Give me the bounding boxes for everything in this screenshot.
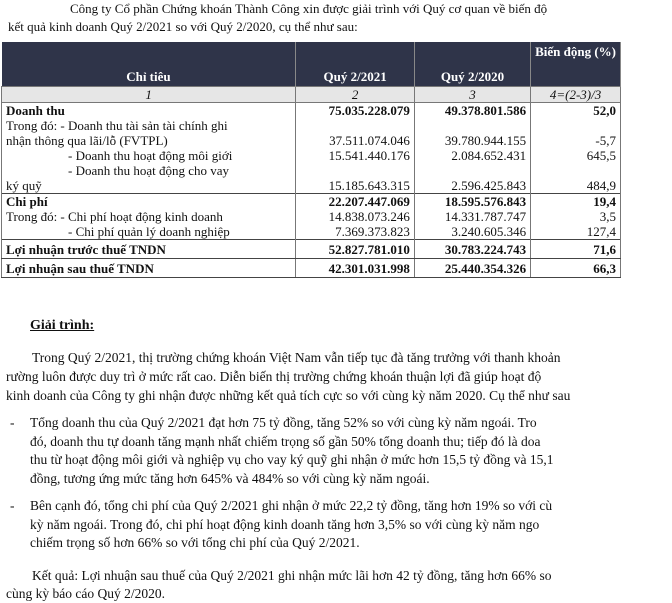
value-q2-2021: 15.185.643.315	[296, 178, 415, 194]
value-change: 484,9	[531, 178, 621, 194]
table-row	[2, 178, 621, 194]
value-q2-2020: 18.595.576.843	[414, 194, 530, 210]
bullet-line: thu từ hoạt động môi giới và nghiệp vụ cho vay ký quỹ ghi nhận ở mức hơn 15,5 tỷ đồng và 15,1	[30, 452, 554, 467]
row-label: Lợi nhuận sau thuế TNDN	[2, 259, 296, 278]
row-label: Doanh thu	[2, 103, 296, 119]
value-q2-2020: 25.440.354.326	[414, 259, 530, 278]
row-label: nhận thông qua lãi/lỗ (FVTPL)	[2, 133, 296, 148]
value-change: 645,5	[531, 148, 621, 163]
value-change: 3,5	[531, 209, 621, 224]
bullet-line: chiếm trọng số hơn 66% so với tổng chi phí của Quý 2/2021.	[30, 535, 360, 550]
bullet-line: đồng, tương ứng mức tăng hơn 645% và 484% so với cùng kỳ năm ngoái.	[30, 470, 430, 486]
row-label: - Doanh thu hoạt động môi giới	[2, 148, 296, 163]
table-row	[2, 209, 621, 224]
table-header-row	[2, 42, 621, 87]
value-q2-2020: 2.084.652.431	[414, 148, 530, 163]
header-change: Biến động (%)	[531, 42, 621, 87]
bullet-expenses	[10, 497, 640, 553]
value-q2-2020: 39.780.944.155	[414, 133, 530, 148]
table-row	[2, 148, 621, 163]
table-row-expenses	[2, 194, 621, 210]
value-change: 71,6	[531, 240, 621, 259]
bullet-dash-icon: -	[10, 415, 15, 430]
table-row	[2, 118, 621, 133]
value-q2-2021	[296, 163, 415, 178]
table-row-profit-before-tax	[2, 240, 621, 259]
value-q2-2021: 52.827.781.010	[296, 240, 415, 259]
explanation-title: Giải trình:	[30, 318, 95, 333]
value-change: 127,4	[531, 224, 621, 240]
value-change: -5,7	[531, 133, 621, 148]
explanation-para-line: rường luôn được duy trì ở mức rất cao. Diễn biến thị trường chứng khoán thuận lợi đã giúp hoạt độ	[6, 369, 542, 384]
value-q2-2021: 42.301.031.998	[296, 259, 415, 278]
value-change: 19,4	[531, 194, 621, 210]
value-q2-2020: 49.378.801.586	[414, 103, 530, 119]
bullet-line: kỳ năm ngoái. Trong đó, chi phí hoạt động kinh doanh tăng hơn 3,5% so với cùng kỳ năm ngo	[30, 516, 540, 532]
row-label: Chi phí	[2, 194, 296, 210]
value-change	[531, 118, 621, 133]
table-row-revenue	[2, 103, 621, 119]
intro-line-2: kết quả kinh doanh Quý 2/2021 so với Quý 2/2020, cụ thể như sau:	[8, 19, 358, 34]
result-line: cùng kỳ báo cáo Quý 2/2020.	[6, 586, 165, 601]
value-q2-2020: 14.331.787.747	[414, 209, 530, 224]
value-q2-2020: 30.783.224.743	[414, 240, 530, 259]
explanation-para-line: Trong Quý 2/2021, thị trường chứng khoán Việt Nam vẫn tiếp tục đà tăng trưởng với thanh khoản	[32, 350, 561, 365]
row-label: Trong đó: - Chi phí hoạt động kinh doanh	[2, 209, 296, 224]
intro-line-1: Công ty Cổ phần Chứng khoán Thành Công xin được giải trình với Quý cơ quan về biến độ	[70, 1, 548, 16]
bullet-revenue	[10, 414, 640, 488]
value-q2-2021: 14.838.073.246	[296, 209, 415, 224]
value-change: 66,3	[531, 259, 621, 278]
row-label: ký quỹ	[2, 178, 296, 194]
table-index-row	[2, 87, 621, 103]
bullet-line: Bên cạnh đó, tổng chi phí của Quý 2/2021 ghi nhận ở mức 22,2 tỷ đồng, tăng hơn 19% so với cù	[30, 498, 553, 513]
bullet-line: Tổng doanh thu của Quý 2/2021 đạt hơn 75 tỷ đồng, tăng 52% so với cùng kỳ năm ngoái. Tro	[30, 415, 537, 430]
value-change	[531, 163, 621, 178]
row-label: - Doanh thu hoạt động cho vay	[2, 163, 296, 178]
index-cell: 1	[2, 87, 296, 103]
table-row	[2, 163, 621, 178]
value-q2-2020	[414, 118, 530, 133]
value-q2-2020: 3.240.605.346	[414, 224, 530, 240]
value-q2-2021: 15.541.440.176	[296, 148, 415, 163]
value-q2-2021: 75.035.228.079	[296, 103, 415, 119]
table-row	[2, 224, 621, 240]
result-line: Kết quả: Lợi nhuận sau thuế của Quý 2/2021 ghi nhận mức lãi hơn 42 tỷ đồng, tăng hơn 66% so	[32, 568, 552, 583]
value-q2-2021: 7.369.373.823	[296, 224, 415, 240]
bullet-line: đó, doanh thu tự doanh tăng mạnh nhất chiếm trọng số gần 50% tổng doanh thu; tiếp đó là doa	[30, 433, 541, 449]
value-change: 52,0	[531, 103, 621, 119]
table-row-profit-after-tax	[2, 259, 621, 278]
index-cell: 4=(2-3)/3	[531, 87, 621, 103]
value-q2-2020: 2.596.425.843	[414, 178, 530, 194]
table-row	[2, 133, 621, 148]
index-cell: 2	[296, 87, 415, 103]
bullet-dash-icon: -	[10, 498, 15, 513]
row-label: - Chi phí quản lý doanh nghiệp	[2, 224, 296, 240]
header-indicator: Chỉ tiêu	[2, 42, 296, 87]
index-cell: 3	[414, 87, 530, 103]
header-q2-2021: Quý 2/2021	[296, 42, 415, 87]
row-label: Trong đó: - Doanh thu tài sản tài chính ghi	[2, 118, 296, 133]
value-q2-2021: 22.207.447.069	[296, 194, 415, 210]
results-table	[1, 42, 621, 278]
row-label: Lợi nhuận trước thuế TNDN	[2, 240, 296, 259]
value-q2-2021: 37.511.074.046	[296, 133, 415, 148]
explanation-para-line: kinh doanh của Công ty ghi nhận được những kết quả tích cực so với cùng kỳ năm 2020. Cụ thể như sau	[6, 388, 571, 403]
value-q2-2021	[296, 118, 415, 133]
value-q2-2020	[414, 163, 530, 178]
intro-paragraph	[8, 0, 628, 36]
header-q2-2020: Quý 2/2020	[414, 42, 530, 87]
